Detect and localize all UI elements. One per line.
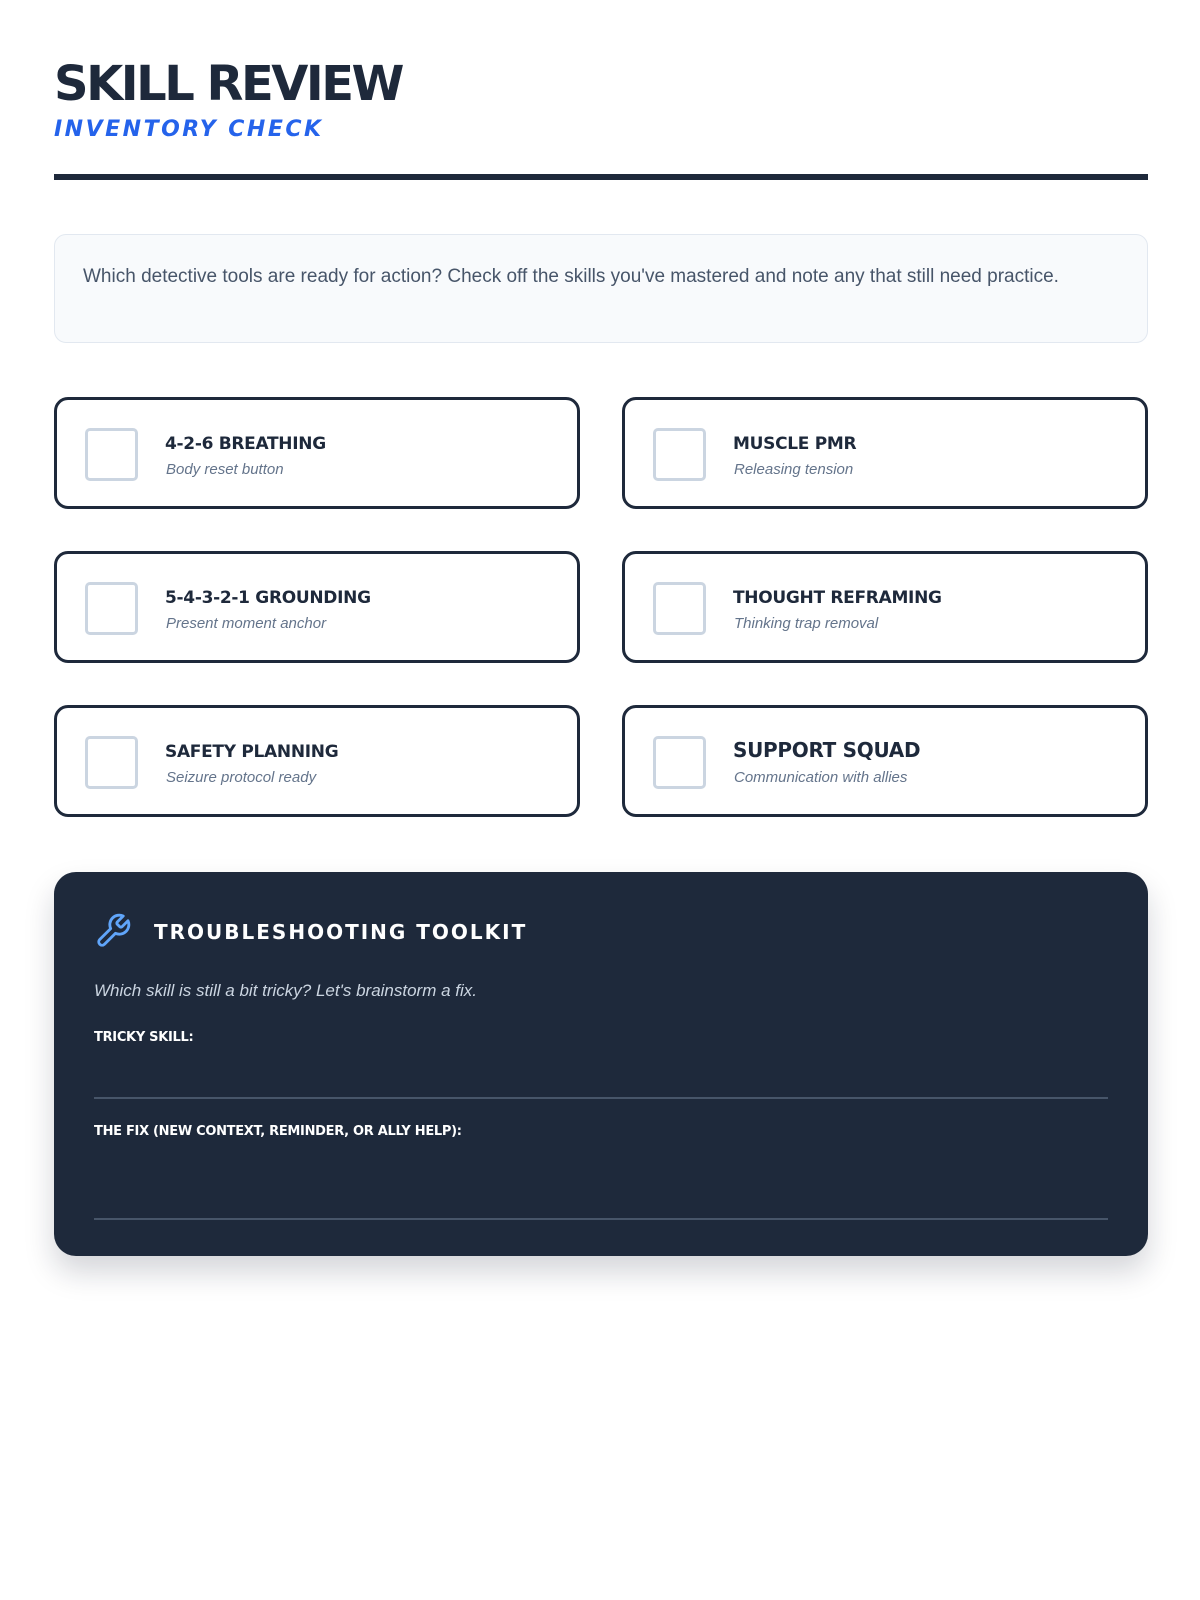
skill-card-muscle-pmr[interactable] (622, 397, 1148, 509)
skill-title: THOUGHT REFRAMING (733, 588, 942, 608)
intro-box (54, 234, 1148, 343)
skill-card-support-squad[interactable] (622, 705, 1148, 817)
header-divider (54, 174, 1148, 180)
skill-checkbox[interactable] (85, 428, 138, 481)
skill-title: 4-2-6 BREATHING (165, 434, 326, 454)
skill-subtitle: Thinking trap removal (734, 615, 879, 632)
troubleshooting-toolkit (54, 872, 1148, 1256)
intro-text: Which detective tools are ready for action? Check off the skills you've mastered and note any that still need practice. (83, 266, 1059, 287)
wrench-icon (94, 912, 132, 950)
skill-title: SAFETY PLANNING (165, 742, 339, 762)
skill-checkbox[interactable] (653, 582, 706, 635)
skill-checkbox[interactable] (85, 582, 138, 635)
fix-field[interactable] (94, 1218, 1108, 1220)
skill-checkbox[interactable] (85, 736, 138, 789)
skill-subtitle: Communication with allies (734, 769, 908, 786)
skill-subtitle: Body reset button (166, 461, 284, 478)
skill-title: MUSCLE PMR (733, 434, 857, 454)
toolkit-prompt: Which skill is still a bit tricky? Let's brainstorm a fix. (94, 981, 478, 1000)
skill-card-grounding[interactable] (54, 551, 580, 663)
tricky-skill-label: TRICKY SKILL: (94, 1030, 194, 1045)
skill-checkbox[interactable] (653, 736, 706, 789)
skill-subtitle: Releasing tension (734, 461, 854, 478)
page-subtitle: INVENTORY CHECK (54, 117, 324, 142)
skill-card-thought-reframing[interactable] (622, 551, 1148, 663)
skill-card-breathing[interactable] (54, 397, 580, 509)
skill-checkbox[interactable] (653, 428, 706, 481)
skill-subtitle: Seizure protocol ready (166, 769, 317, 786)
skill-subtitle: Present moment anchor (166, 615, 327, 632)
tricky-skill-field[interactable] (94, 1097, 1108, 1099)
fix-label: THE FIX (NEW CONTEXT, REMINDER, OR ALLY HELP): (94, 1124, 462, 1139)
toolkit-title: TROUBLESHOOTING TOOLKIT (154, 920, 528, 944)
page-title: SKILL REVIEW (54, 56, 402, 112)
skill-title: SUPPORT SQUAD (733, 738, 921, 762)
skill-title: 5-4-3-2-1 GROUNDING (165, 588, 371, 608)
skill-card-safety-planning[interactable] (54, 705, 580, 817)
